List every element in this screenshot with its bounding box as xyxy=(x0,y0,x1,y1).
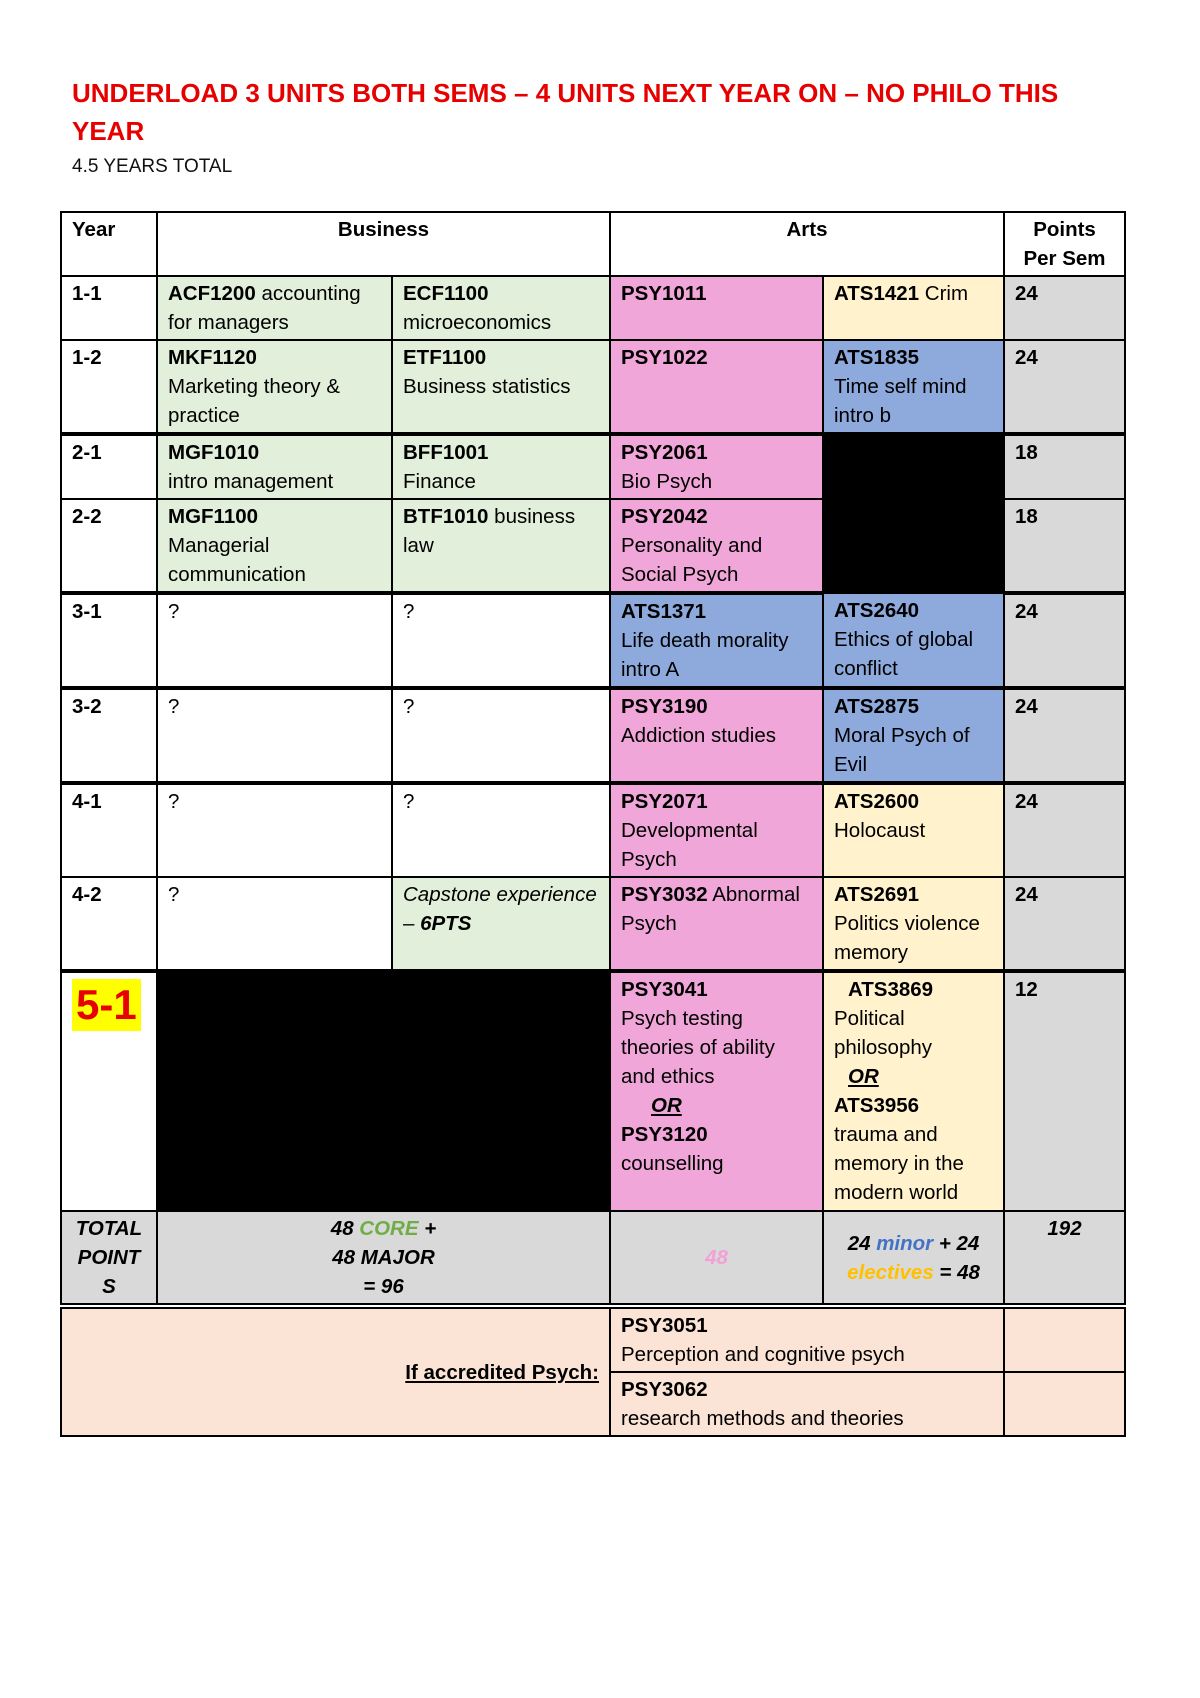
row-4-1 xyxy=(61,783,1125,877)
course-plan-table xyxy=(60,211,1126,1437)
unit-code: PSY2071 xyxy=(621,790,708,813)
unit-code-alt: ATS3956 xyxy=(834,1094,920,1117)
arts-header: Arts xyxy=(610,212,1004,276)
arts-unit-2 xyxy=(823,688,1004,783)
total-points-label: TOTAL POINTS xyxy=(61,1211,157,1304)
unit-code: ATS2600 xyxy=(834,790,920,813)
unit-name: Addiction studies xyxy=(621,724,776,747)
arts-unit-1 xyxy=(610,499,823,593)
unit-name: accounting for managers xyxy=(168,282,361,334)
unit-name: research methods and theories xyxy=(621,1407,904,1430)
year-cell: 2-2 xyxy=(61,499,157,593)
arts-unit-1 xyxy=(610,276,823,340)
year-cell: 1-1 xyxy=(61,276,157,340)
year-cell: 2-1 xyxy=(61,434,157,499)
business-unit-2 xyxy=(392,434,610,499)
business-unit-2: ? xyxy=(392,688,610,783)
arts-unit-1 xyxy=(610,688,823,783)
business-unit-2: ? xyxy=(392,783,610,877)
year-cell-highlight xyxy=(61,971,157,1211)
unit-name-alt: counselling xyxy=(621,1152,724,1175)
unit-code: PSY3190 xyxy=(621,695,708,718)
unit-code: MKF1120 xyxy=(168,346,257,369)
arts-unit-1 xyxy=(610,434,823,499)
business-unit-1: ? xyxy=(157,593,392,688)
points-cell: 18 xyxy=(1004,434,1125,499)
points-cell: 12 xyxy=(1004,971,1125,1211)
unit-code: PSY1022 xyxy=(621,346,708,369)
page-subtitle: 4.5 YEARS TOTAL xyxy=(72,156,233,177)
arts-unit-1 xyxy=(610,877,823,971)
or-label: OR xyxy=(651,1094,682,1117)
unit-code: ACF1200 xyxy=(168,282,256,305)
points-header: Points Per Sem xyxy=(1004,212,1125,276)
unit-code: ATS1371 xyxy=(621,600,707,623)
core-label: CORE xyxy=(359,1217,419,1240)
row-2-1 xyxy=(61,434,1125,499)
business-unit-1 xyxy=(157,434,392,499)
unit-code: ATS2875 xyxy=(834,695,920,718)
year-cell: 3-1 xyxy=(61,593,157,688)
unit-code: PSY1011 xyxy=(621,282,707,305)
unit-name-alt: trauma and memory in the modern world xyxy=(834,1123,964,1204)
points-cell: 24 xyxy=(1004,688,1125,783)
blocked-cell xyxy=(823,434,1004,593)
business-unit-2 xyxy=(392,877,610,971)
unit-code: PSY3032 xyxy=(621,883,708,906)
unit-name: Crim xyxy=(919,282,969,305)
year-cell: 3-2 xyxy=(61,688,157,783)
psych-total: 48 xyxy=(610,1211,823,1304)
points-cell: 18 xyxy=(1004,499,1125,593)
business-unit-2 xyxy=(392,340,610,434)
unit-code-alt: PSY3120 xyxy=(621,1123,708,1146)
capstone-label: Capstone experience – xyxy=(403,883,597,935)
points-cell: 24 xyxy=(1004,783,1125,877)
row-3-2 xyxy=(61,688,1125,783)
arts-unit-2 xyxy=(823,783,1004,877)
unit-name: intro management xyxy=(168,470,334,493)
arts-unit-1 xyxy=(610,971,823,1211)
row-1-1 xyxy=(61,276,1125,340)
points-cell: 24 xyxy=(1004,877,1125,971)
unit-code: ATS2640 xyxy=(834,599,920,622)
business-total-line2: 48 MAJOR xyxy=(332,1246,435,1269)
unit-name: Time self mind intro b xyxy=(834,375,967,427)
points-cell: 24 xyxy=(1004,276,1125,340)
unit-code: ECF1100 xyxy=(403,282,489,305)
unit-code: MGF1100 xyxy=(168,505,259,528)
row-1-2 xyxy=(61,340,1125,434)
arts-unit-1 xyxy=(610,593,823,688)
business-unit-1 xyxy=(157,276,392,340)
unit-code: ATS1835 xyxy=(834,346,920,369)
business-unit-2 xyxy=(392,499,610,593)
unit-code: ATS3869 xyxy=(848,978,934,1001)
business-unit-1: ? xyxy=(157,877,392,971)
business-total xyxy=(157,1211,610,1304)
business-unit-1: ? xyxy=(157,783,392,877)
unit-code: PSY3062 xyxy=(621,1378,708,1401)
business-unit-2: ? xyxy=(392,593,610,688)
business-unit-1: ? xyxy=(157,688,392,783)
business-unit-1 xyxy=(157,340,392,434)
unit-code: PSY3051 xyxy=(621,1314,708,1337)
unit-name: Holocaust xyxy=(834,819,926,842)
accredited-points-cell xyxy=(1004,1308,1125,1372)
business-unit-1 xyxy=(157,499,392,593)
business-total-line3: = 96 xyxy=(363,1275,404,1298)
header-row xyxy=(61,212,1125,276)
minor-label: minor xyxy=(876,1231,934,1255)
business-total-line1: 48 CORE + xyxy=(330,1217,437,1240)
arts-unit-1 xyxy=(610,340,823,434)
unit-code: MGF1010 xyxy=(168,441,260,464)
arts-unit-2 xyxy=(823,593,1004,688)
or-label: OR xyxy=(848,1065,879,1088)
row-5-1 xyxy=(61,971,1125,1211)
accredited-unit xyxy=(610,1308,1004,1372)
unit-name: Bio Psych xyxy=(621,470,713,493)
accredited-label: If accredited Psych: xyxy=(405,1360,599,1384)
totals-row xyxy=(61,1211,1125,1304)
row-3-1 xyxy=(61,593,1125,688)
electives-label: electives xyxy=(847,1260,934,1284)
unit-code: PSY2042 xyxy=(621,505,708,528)
blocked-cell xyxy=(157,971,610,1211)
arts-unit-2 xyxy=(823,877,1004,971)
unit-code: ATS2691 xyxy=(834,883,920,906)
arts-minor-total: 24 minor + 24 electives = 48 xyxy=(823,1211,1004,1304)
accredited-points-cell xyxy=(1004,1372,1125,1436)
unit-name: Life death morality intro A xyxy=(621,629,789,681)
year-header: Year xyxy=(61,212,157,276)
unit-name: business law xyxy=(403,505,576,557)
page-title: UNDERLOAD 3 UNITS BOTH SEMS – 4 UNITS NEXT YEAR ON – NO PHILO THIS YEAR xyxy=(72,78,1059,146)
unit-name: Business statistics xyxy=(403,375,571,398)
accredited-label-cell xyxy=(61,1308,610,1436)
unit-name: Marketing theory & practice xyxy=(168,375,341,427)
unit-name: Perception and cognitive psych xyxy=(621,1343,905,1366)
arts-unit-1 xyxy=(610,783,823,877)
points-cell: 24 xyxy=(1004,593,1125,688)
unit-code: BFF1001 xyxy=(403,441,489,464)
accredited-row-1 xyxy=(61,1308,1125,1372)
accredited-unit xyxy=(610,1372,1004,1436)
grand-total: 192 xyxy=(1004,1211,1125,1304)
arts-unit-2 xyxy=(823,340,1004,434)
year-cell: 4-1 xyxy=(61,783,157,877)
unit-name: microeconomics xyxy=(403,311,552,334)
year-5-1-label: 5-1 xyxy=(72,979,141,1031)
unit-name: Finance xyxy=(403,470,476,493)
unit-name: Personality and Social Psych xyxy=(621,534,763,586)
unit-name: Developmental Psych xyxy=(621,819,758,871)
unit-name: Politics violence memory xyxy=(834,912,980,964)
unit-name: Ethics of global conflict xyxy=(834,628,974,680)
capstone-points: 6PTS xyxy=(420,912,472,935)
year-cell: 4-2 xyxy=(61,877,157,971)
unit-name: Abnormal Psych xyxy=(621,883,800,935)
row-4-2 xyxy=(61,877,1125,971)
arts-unit-2 xyxy=(823,971,1004,1211)
unit-code: ATS1421 xyxy=(834,282,920,305)
points-cell: 24 xyxy=(1004,340,1125,434)
business-unit-2 xyxy=(392,276,610,340)
year-cell: 1-2 xyxy=(61,340,157,434)
unit-name: Psych testing theories of ability and ethics xyxy=(621,1007,775,1088)
business-header: Business xyxy=(157,212,610,276)
unit-code: PSY2061 xyxy=(621,441,708,464)
unit-name: Political philosophy xyxy=(834,1007,933,1059)
unit-name: Managerial communication xyxy=(168,534,306,586)
arts-unit-2 xyxy=(823,276,1004,340)
unit-name: Moral Psych of Evil xyxy=(834,724,970,776)
unit-code: PSY3041 xyxy=(621,978,708,1001)
unit-code: ETF1100 xyxy=(403,346,487,369)
unit-code: BTF1010 xyxy=(403,505,489,528)
